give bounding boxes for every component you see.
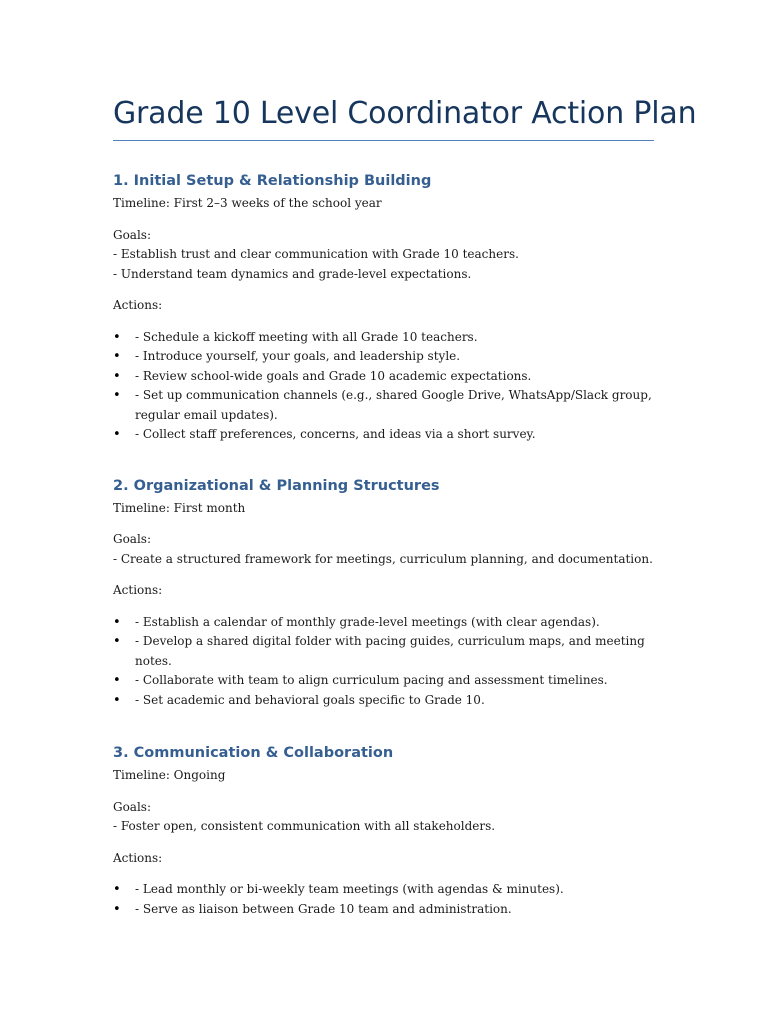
action-text: - Develop a shared digital folder with pacing guides, curriculum maps, and meeting notes. bbox=[135, 634, 645, 668]
action-text: - Schedule a kickoff meeting with all Grade 10 teachers. bbox=[135, 329, 478, 344]
action-text: - Review school-wide goals and Grade 10 academic expectations. bbox=[135, 368, 532, 383]
section-heading: 1. Initial Setup & Relationship Building bbox=[113, 173, 432, 189]
bullet-icon: • bbox=[113, 673, 121, 688]
bullet-icon: • bbox=[113, 882, 121, 897]
bullet-icon: • bbox=[113, 427, 121, 442]
action-text: - Introduce yourself, your goals, and leadership style. bbox=[135, 349, 461, 363]
bullet-icon: • bbox=[113, 349, 121, 364]
goal-item: - Foster open, consistent communication with all stakeholders. bbox=[113, 819, 496, 833]
goal-item: - Understand team dynamics and grade-level expectations. bbox=[113, 266, 472, 281]
action-text: - Serve as liaison between Grade 10 team and administration. bbox=[135, 901, 512, 916]
timeline-text: Timeline: First 2–3 weeks of the school year bbox=[113, 196, 382, 210]
action-text: - Collaborate with team to align curriculum pacing and assessment timelines. bbox=[135, 673, 608, 687]
action-item bbox=[113, 386, 654, 425]
section-heading: 3. Communication & Collaboration bbox=[113, 745, 394, 761]
action-item bbox=[113, 880, 654, 900]
action-item bbox=[113, 632, 654, 671]
section-organizational-planning bbox=[113, 475, 654, 711]
action-text: - Lead monthly or bi-weekly team meetings (with agendas & minutes). bbox=[135, 882, 564, 896]
bullet-icon: • bbox=[113, 368, 121, 384]
section-heading: 2. Organizational & Planning Structures bbox=[113, 477, 440, 494]
bullet-icon: • bbox=[113, 388, 121, 403]
action-text: - Collect staff preferences, concerns, and ideas via a short survey. bbox=[135, 427, 536, 441]
bullet-icon: • bbox=[113, 329, 121, 345]
timeline-text: Timeline: Ongoing bbox=[113, 768, 226, 782]
goals-label: Goals: bbox=[113, 799, 152, 814]
goals-label: Goals: bbox=[113, 532, 152, 546]
action-item bbox=[113, 425, 654, 445]
document-body bbox=[113, 94, 697, 919]
action-item bbox=[113, 328, 654, 348]
goal-item: - Establish trust and clear communication with Grade 10 teachers. bbox=[113, 247, 519, 261]
timeline-text: Timeline: First month bbox=[113, 500, 246, 515]
goals-label: Goals: bbox=[113, 227, 152, 242]
actions-list bbox=[113, 613, 654, 711]
action-item bbox=[113, 367, 654, 387]
action-item bbox=[113, 613, 654, 633]
bullet-icon: • bbox=[113, 901, 121, 917]
action-item bbox=[113, 691, 654, 711]
action-item bbox=[113, 671, 654, 691]
action-text: - Set up communication channels (e.g., shared Google Drive, WhatsApp/Slack group, regular email updates). bbox=[135, 388, 652, 422]
section-communication-collaboration bbox=[113, 742, 654, 919]
bullet-icon: • bbox=[113, 634, 121, 649]
title-underline bbox=[113, 140, 654, 141]
actions-label: Actions: bbox=[113, 850, 163, 865]
action-text: - Set academic and behavioral goals specific to Grade 10. bbox=[135, 692, 485, 707]
actions-label: Actions: bbox=[113, 583, 163, 597]
action-item bbox=[113, 347, 654, 367]
action-item bbox=[113, 900, 654, 920]
actions-list bbox=[113, 880, 654, 919]
section-initial-setup bbox=[113, 170, 654, 445]
bullet-icon: • bbox=[113, 692, 121, 708]
goal-item: - Create a structured framework for meetings, curriculum planning, and documentation. bbox=[113, 551, 653, 566]
bullet-icon: • bbox=[113, 614, 121, 630]
actions-label: Actions: bbox=[113, 298, 163, 312]
document-title: Grade 10 Level Coordinator Action Plan bbox=[113, 96, 697, 131]
actions-list bbox=[113, 328, 654, 445]
action-text: - Establish a calendar of monthly grade-level meetings (with clear agendas). bbox=[135, 614, 600, 629]
